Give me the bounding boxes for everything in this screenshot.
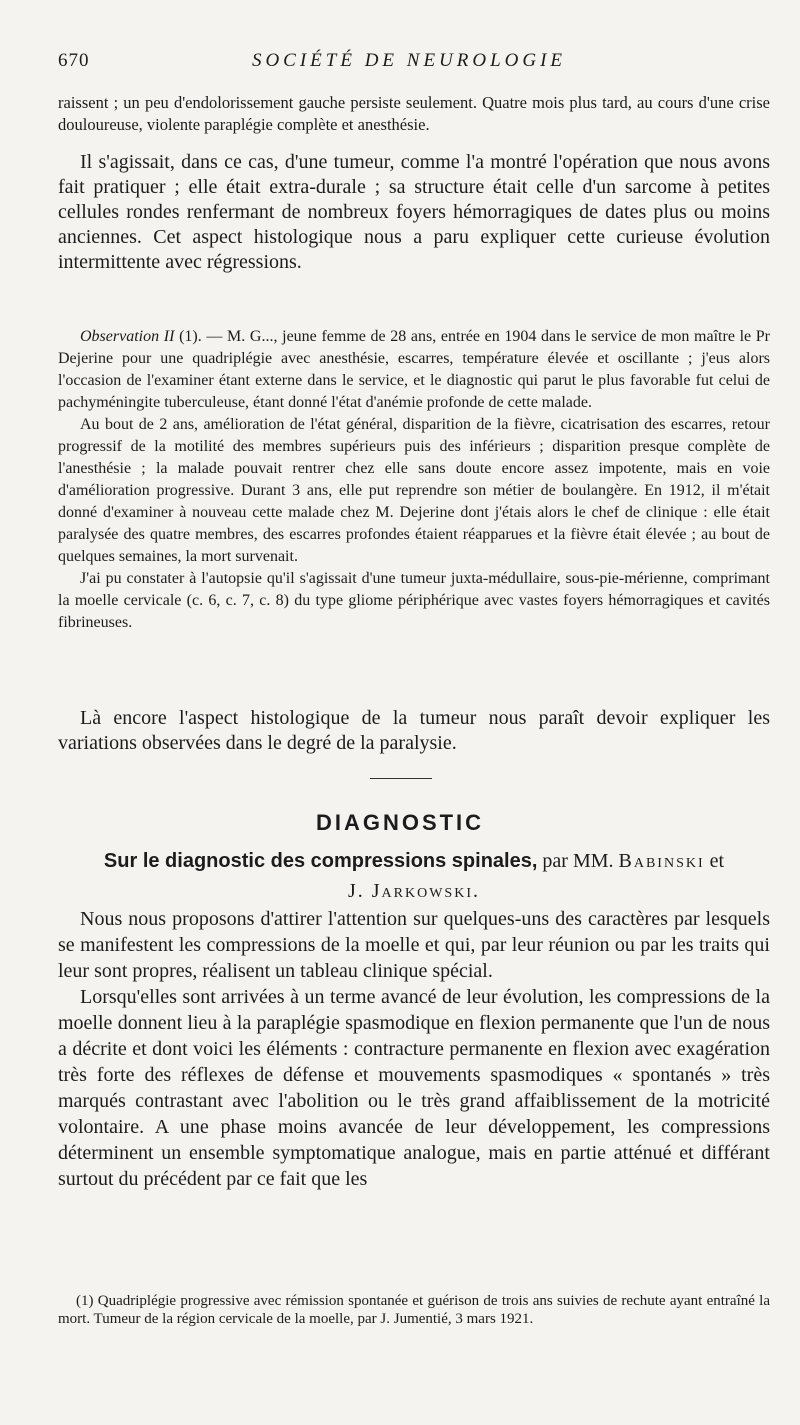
- paragraph-tumor-analysis: Il s'agissait, dans ce cas, d'une tumeur, comme l'a montré l'opération que nous avons fait pratiquer ; elle était extra-durale ; sa structure était celle d'un sarcome à petites cellules rondes renfermant de nombreux foyers hémorragiques de dates plus ou moins anciennes. Cet aspect histologique nous a paru expliquer cette curieuse évolution intermittente avec régressions.: [58, 151, 770, 273]
- author-1: Babinski: [618, 850, 705, 872]
- observation-paragraph-1: [58, 326, 770, 414]
- observation-label: Observation II: [80, 328, 175, 345]
- body-paragraph-1: Nous nous proposons d'attirer l'attention sur quelques-uns des caractères par lesquels se manifestent les compressions de la moelle et qui, par leur réunion ou par les traits qui leur sont propres, réalisent un tableau clinique spécial.: [58, 908, 770, 982]
- footnote-text: (1) Quadriplégie progressive avec rémission spontanée et guérison de trois ans suivies de rechute ayant entraîné la mort. Tumeur de la région cervicale de la moelle, par J. Jumentié, 3 mars 1921.: [58, 1293, 770, 1327]
- article-and: et: [704, 850, 725, 872]
- observation-paragraph-3: J'ai pu constater à l'autopsie qu'il s'agissait d'une tumeur juxta-médullaire, sous-pie-mérienne, comprimant la moelle cervicale (c. 6, c. 7, c. 8) du type gliome périphérique avec vastes foyers hémorragiques et cavités fibrineuses.: [58, 570, 770, 631]
- paragraph-histology: Là encore l'aspect histologique de la tumeur nous paraît devoir expliquer les variations observées dans le degré de la paralysie.: [58, 707, 770, 754]
- page-header: [58, 50, 760, 74]
- running-title: SOCIÉTÉ DE NEUROLOGIE: [251, 50, 567, 71]
- footnote-ref: (1).: [179, 328, 202, 345]
- continuation-text: raissent ; un peu d'endolorissement gauche persiste seulement. Quatre mois plus tard, au cours d'une crise douloureuse, violente paraplégie complète et anesthésie.: [58, 93, 770, 134]
- observation-block: [58, 326, 770, 634]
- article-by: par MM.: [537, 850, 619, 872]
- section-divider: [370, 778, 432, 779]
- body-paragraph-2: Lorsqu'elles sont arrivées à un terme avancé de leur évolution, les compressions de la moelle donnent lieu à la paraplégie spasmodique en flexion permanente que l'un de nous a décrite et dont voici les éléments : contracture permanente en flexion avec exagération très forte des réflexes de défense et mouvements spasmodiques « spontanés » très marqués contrastant avec l'abolition ou le très grand affaiblissement de la motricité volontaire. A une phase moins avancée de leur développement, les compressions déterminent un ensemble symptomatique analogue, mais en partie atténué et différant surtout du précédent par ce fait que les: [58, 986, 770, 1190]
- observation-text-1: — M. G..., jeune femme de 28 ans, entrée en 1904 dans le service de mon maître le Pr Dejerine pour une quadriplégie avec anesthésie, escarres, température élevée et oscillante ; j'eus alors l'occasion de l'examiner étant externe dans le service, et le diagnostic qui parut le plus favorable fut celui de pachyméningite tuberculeuse, étant donné l'état d'anémie profonde de cette malade.: [58, 328, 771, 411]
- footnote: [58, 1292, 770, 1328]
- observation-paragraph-2: Au bout de 2 ans, amélioration de l'état général, disparition de la fièvre, cicatrisation des escarres, retour progressif de la motilité des membres supérieurs puis des inférieurs ; disparition presque complète de l'anesthésie ; la malade pouvait rentrer chez elle sans doute encore assez impotente, mais en voie d'amélioration progressive. Durant 3 ans, elle put reprendre son métier de boulangère. En 1912, il m'était donné d'examiner à nouveau cette malade chez M. Dejerine dont j'étais alors le chef de clinique : elle était paralysée des quatre membres, des escarres profondes étaient réapparues et la fièvre était élevée ; au bout de quelques semaines, la mort survenait.: [58, 416, 770, 565]
- article-title: [58, 846, 770, 906]
- author-2: J. Jarkowski.: [347, 880, 480, 902]
- article-title-text: Sur le diagnostic des compressions spinales,: [103, 850, 538, 872]
- section-heading: DIAGNOSTIC: [315, 810, 485, 835]
- page-number: 670: [58, 50, 90, 71]
- article-body: [58, 906, 770, 1192]
